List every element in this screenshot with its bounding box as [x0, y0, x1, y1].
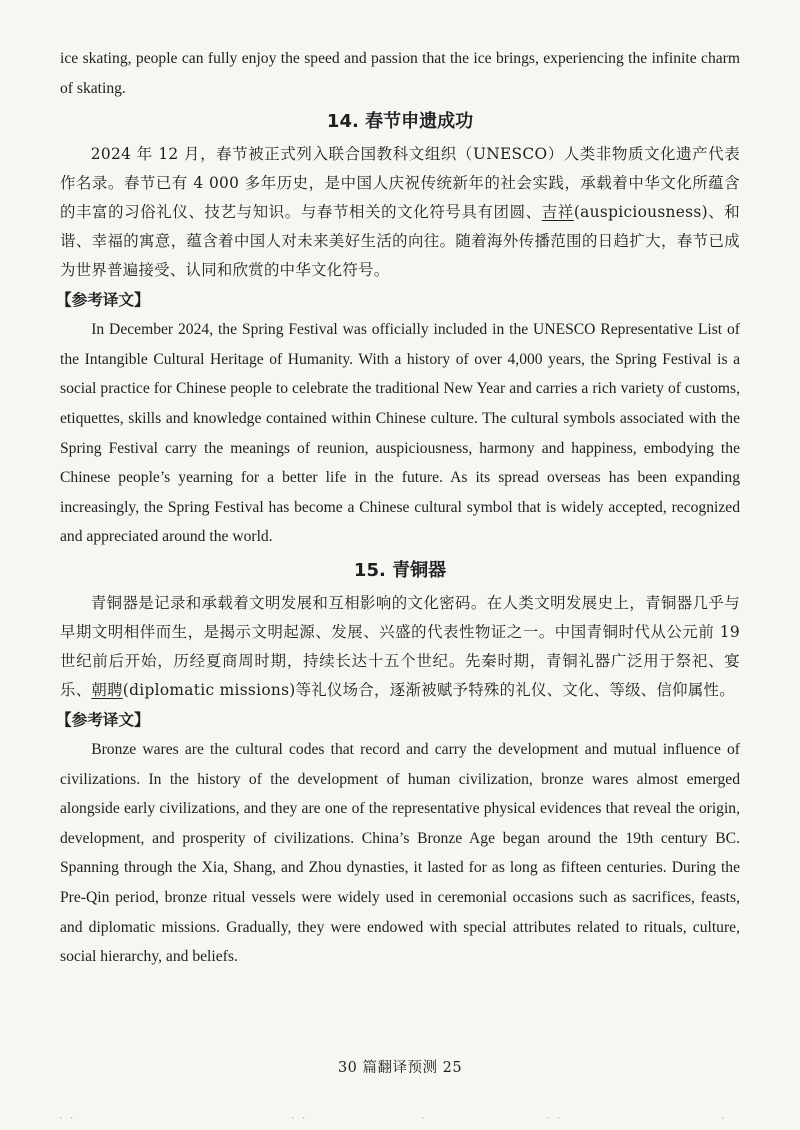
scan-speck: · ·: [290, 1114, 307, 1124]
page-footer: 30 篇翻译预测 25: [337, 1060, 463, 1076]
english-translation: In December 2024, the Spring Festival was officially included in the UNESCO Representative List of the Intangible Cultural Heritage of Humanity. With a history of over 4,000 years, the Spring Festival is a social practice for Chinese people to celebrate the traditional New Year and carries a rich variety of customs, etiquettes, skills and knowledge contained within Chinese culture. The cultural symbols associated with the Spring Festival carry the meanings of reunion, auspiciousness, harmony and happiness, embodying the Chinese people’s yearning for a better life in the future. As its spread overseas has been expanding increasingly, the Spring Festival has become a Chinese cultural symbol that is widely accepted, recognized and appreciated around the world.: [60, 321, 740, 546]
chinese-source-text: [60, 589, 740, 705]
underlined-term: 朝聘: [91, 680, 123, 699]
scan-speck: ·: [720, 1114, 726, 1124]
section-15: [56, 559, 740, 972]
scan-speck: · ·: [545, 1114, 562, 1124]
scan-speck: · ·: [58, 1114, 75, 1124]
reference-translation-label: 【参考译文】: [56, 291, 150, 310]
chinese-text-part: 2024 年 12 月，春节被正式列入联合国教科文组织（UNESCO）人类非物质文化遗产代表作名录。春节已有 4 000 多年历史，是中国人庆祝传统新年的社会实践，承载着中华文化所蕴含的丰富的习俗礼仪、技艺与知识。与春节相关的文化符号具有团圆、: [60, 145, 740, 222]
underlined-term: 吉祥: [541, 203, 574, 222]
chinese-text-part: (diplomatic missions)等礼仪场合，逐渐被赋予特殊的礼仪、文化、等级、信仰属性。: [122, 680, 735, 699]
section-title: 14. 春节申遗成功: [326, 111, 474, 133]
section-14: [56, 111, 740, 552]
section-title: 15. 青铜器: [353, 559, 447, 581]
chinese-text-part: 青铜器是记录和承载着文明发展和互相影响的文化密码。在人类文明发展史上，青铜器几乎与早期文明相伴而生，是揭示文明起源、发展、兴盛的代表性物证之一。中国青铜时代从公元前 19 世纪前后开始，历经夏商周时期，持续长达十五个世纪。先秦时期，青铜礼器广泛用于祭祀、宴乐、: [60, 593, 740, 699]
continued-paragraph: ice skating, people can fully enjoy the speed and passion that the ice brings, experiencing the infinite charm of skating.: [60, 50, 740, 97]
scan-speck: ·: [420, 1114, 426, 1124]
chinese-text-part: (auspiciousness)、和谐、幸福的寓意，蕴含着中国人对未来美好生活的向往。随着海外传播范围的日趋扩大，春节已成为世界普遍接受、认同和欣赏的中华文化符号。: [60, 203, 740, 280]
english-translation: Bronze wares are the cultural codes that record and carry the development and mutual influence of civilizations. In the history of the development of human civilization, bronze wares almost emerged alongside early civilizations, and they are one of the representative physical evidences that reveal the origin, development, and prosperity of civilizations. China’s Bronze Age began around the 19th century BC. Spanning through the Xia, Shang, and Zhou dynasties, it lasted for as long as fifteen centuries. During the Pre-Qin period, bronze ritual vessels were widely used in ceremonial occasions such as sacrifices, feasts, and diplomatic missions. Gradually, they were endowed with special attributes related to rituals, culture, social hierarchy, and beliefs.: [60, 740, 740, 966]
reference-translation-label: 【参考译文】: [56, 710, 150, 729]
chinese-source-text: [60, 140, 740, 285]
